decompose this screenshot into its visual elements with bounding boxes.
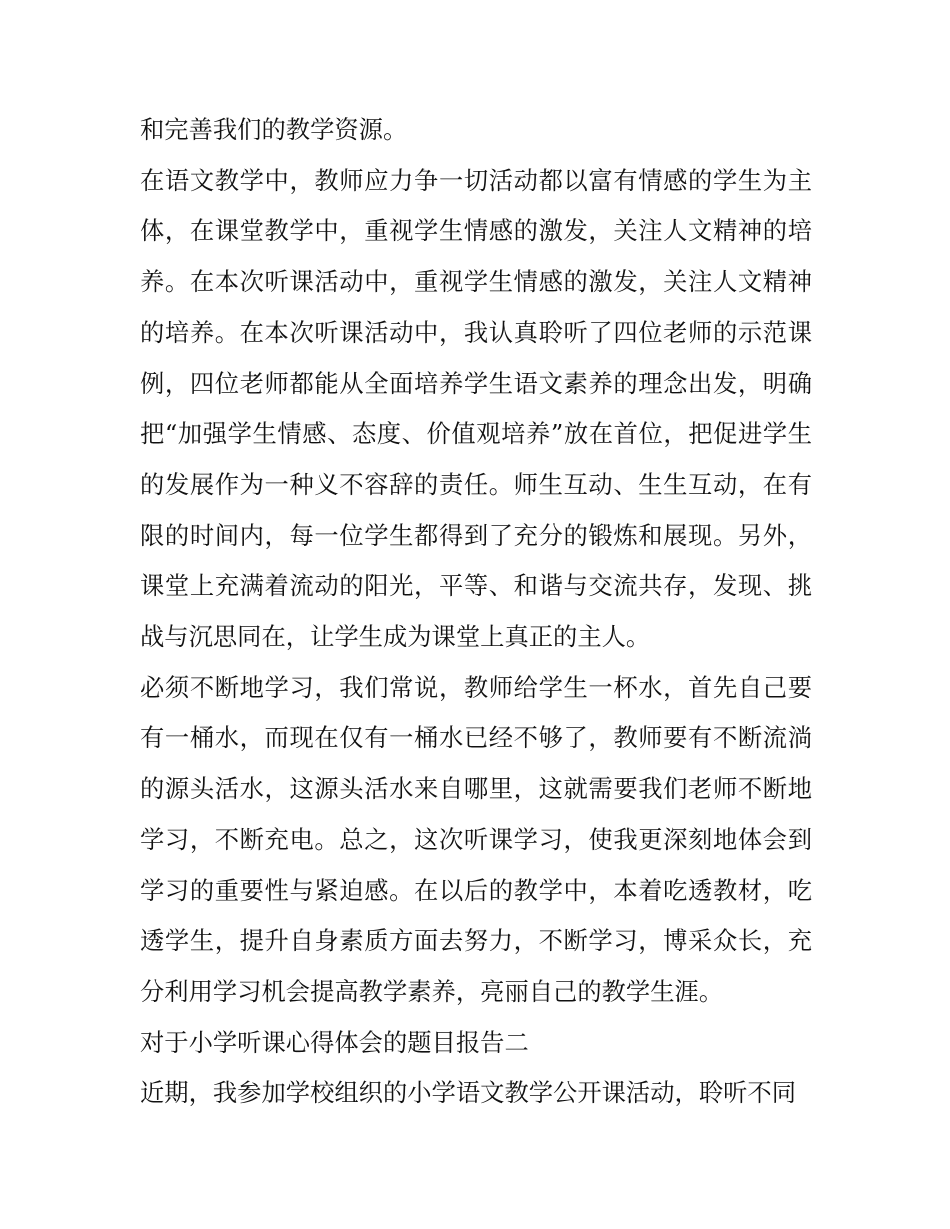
paragraph-teaching-emotion: 在语文教学中，教师应力争一切活动都以富有情感的学生为主体，在课堂教学中，重视学生情感的激发，关注人文精神的培养。在本次听课活动中，重视学生情感的激发，关注人文精神的培养。在本次听课活动中，我认真聆听了四位老师的示范课例，四位老师都能从全面培养学生语文素养的理念出发，明确把“加强学生情感、态度、价值观培养”放在首位，把促进学生的发展作为一种义不容辞的责任。师生互动、生生互动，在有限的时间内，每一位学生都得到了充分的锻炼和展现。另外，课堂上充满着流动的阳光，平等、和谐与交流共存，发现、挑战与沉思同在，让学生成为课堂上真正的主人。 xyxy=(140,165,812,652)
document-body xyxy=(140,105,812,1119)
paragraph-continuation: 和完善我们的教学资源。 xyxy=(140,115,408,144)
paragraph-report-two-intro: 近期，我参加学校组织的小学语文教学公开课活动，聆听不同 xyxy=(140,1078,797,1108)
paragraph-continuous-learning: 必须不断地学习，我们常说，教师给学生一杯水，首先自己要有一桶水，而现在仅有一桶水已经不够了，教师要有不断流淌的源头活水，这源头活水来自哪里，这就需要我们老师不断地学习，不断充电。总之，这次听课学习，使我更深刻地体会到学习的重要性与紧迫感。在以后的教学中，本着吃透教材，吃透学生，提升自身素质方面去努力，不断学习，博采众长，充分利用学习机会提高教学素养，亮丽自己的教学生涯。 xyxy=(140,672,812,1006)
section-heading: 对于小学听课心得体会的题目报告二 xyxy=(140,1027,529,1057)
